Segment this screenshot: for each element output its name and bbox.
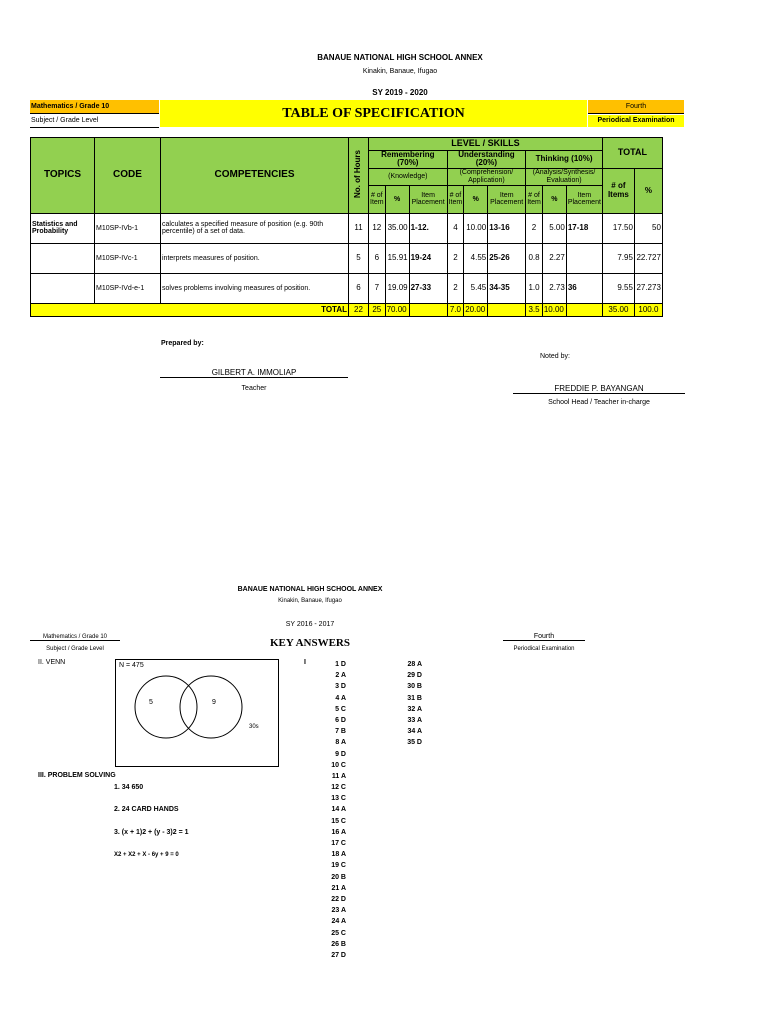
header-hours-text: No. of Hours: [353, 150, 363, 199]
page-title: TABLE OF SPECIFICATION: [160, 100, 587, 127]
answer-item: 18 A: [331, 851, 346, 859]
r-pct-cell: 19.09: [385, 273, 409, 303]
r-items-cell: 12: [369, 213, 386, 243]
answer-item: 25 C: [331, 929, 346, 937]
t-items-cell: 0.8: [526, 243, 543, 273]
key-title: KEY ANSWERS: [270, 637, 350, 649]
table-row: [31, 273, 663, 303]
answer-item: 6 D: [335, 716, 346, 724]
problem-solving-label: III. PROBLEM SOLVING: [38, 772, 116, 779]
topic-cell: [31, 273, 95, 303]
answer-item: 35 D: [407, 739, 422, 747]
answer-item: 33 A: [407, 716, 422, 724]
competency-cell: solves problems involving measures of position.: [161, 273, 349, 303]
table-row: [31, 243, 663, 273]
tot-items-cell: 7.95: [602, 243, 634, 273]
tot-pct-cell: 27.273: [634, 273, 662, 303]
prepared-by-role: Teacher: [241, 385, 267, 392]
answer-column-1: [322, 659, 346, 961]
answer-item: 24 A: [331, 918, 346, 926]
answer-item: 7 B: [335, 728, 346, 736]
u-items-cell: 2: [447, 273, 464, 303]
key-school-year: SY 2016 - 2017: [285, 621, 335, 628]
answer-item: 27 D: [331, 951, 346, 959]
header-u-items: # of Item: [447, 185, 464, 213]
u-place-cell: 34-35: [488, 273, 526, 303]
header-code: CODE: [95, 138, 161, 214]
u-pct-cell: 10.00: [464, 213, 488, 243]
header-remembering: Remembering (70%): [369, 151, 448, 169]
header-understanding: Understanding (20%): [447, 151, 526, 169]
answer-item: 12 C: [331, 784, 346, 792]
header-t-pct: %: [542, 185, 566, 213]
answer-item: 9 D: [335, 750, 346, 758]
header-t-placement: Item Placement: [566, 185, 602, 213]
key-subject-label: Subject / Grade Level: [46, 646, 104, 652]
answer-item: 10 C: [331, 761, 346, 769]
t-place-cell: [566, 243, 602, 273]
answer-item: 23 A: [331, 907, 346, 915]
r-items-cell: 6: [369, 243, 386, 273]
total-u-pct: 20.00: [464, 303, 488, 316]
exam-cell: Periodical Examination: [588, 115, 684, 127]
venn-diagram: [115, 659, 279, 767]
u-pct-cell: 5.45: [464, 273, 488, 303]
answer-item: 26 B: [331, 940, 346, 948]
u-pct-cell: 4.55: [464, 243, 488, 273]
answer-item: 3 D: [335, 683, 346, 691]
header-u-pct: %: [464, 185, 488, 213]
answer-item: 16 A: [331, 828, 346, 836]
u-place-cell: 13-16: [488, 213, 526, 243]
problem-answer-1: 1. 34 650: [114, 784, 144, 791]
answer-item: 21 A: [331, 884, 346, 892]
answer-item: 32 A: [407, 705, 422, 713]
header-r-items: # of Item: [369, 185, 386, 213]
subject-label: Subject / Grade Level: [30, 115, 159, 128]
tot-items-cell: 17.50: [602, 213, 634, 243]
problem-answer-3: 3. (x + 1)2 + (y - 3)2 = 1: [114, 829, 189, 836]
header-r-placement: Item Placement: [409, 185, 447, 213]
u-place-cell: 25-26: [488, 243, 526, 273]
answer-item: 17 C: [331, 840, 346, 847]
header-knowledge: (Knowledge): [369, 168, 448, 185]
noted-by-label: Noted by:: [540, 353, 570, 360]
header-comprehension: (Comprehension/ Application): [447, 168, 526, 185]
header-analysis: (Analysis/Synthesis/ Evaluation): [526, 168, 603, 185]
total-u-items: 7.0: [447, 303, 464, 316]
answer-item: 28 A: [407, 661, 422, 668]
header-total: TOTAL: [602, 138, 662, 169]
u-items-cell: 4: [447, 213, 464, 243]
t-items-cell: 1.0: [526, 273, 543, 303]
t-items-cell: 2: [526, 213, 543, 243]
key-school-address: Kinakin, Banaue, Ifugao: [278, 598, 342, 604]
answer-column-2: [392, 659, 422, 749]
section-i-label: I: [304, 659, 306, 666]
total-t-items: 3.5: [526, 303, 543, 316]
total-u-place: [488, 303, 526, 316]
total-pct: 100.0: [634, 303, 662, 316]
r-items-cell: 7: [369, 273, 386, 303]
answer-item: 8 A: [335, 739, 346, 747]
header-total-items: # of Items: [602, 168, 634, 213]
r-place-cell: 1-12.: [409, 213, 447, 243]
problem-answer-2: 2. 24 CARD HANDS: [114, 806, 179, 813]
code-cell: M10SP-IVc-1: [95, 243, 161, 273]
r-place-cell: 27-33: [409, 273, 447, 303]
prepared-by-label: Prepared by:: [161, 340, 204, 347]
key-quarter: Fourth: [503, 633, 585, 641]
total-label: TOTAL: [31, 303, 349, 316]
r-pct-cell: 15.91: [385, 243, 409, 273]
header-total-pct: %: [634, 168, 662, 213]
total-r-pct: 70.00: [385, 303, 409, 316]
t-pct-cell: 2.27: [542, 243, 566, 273]
total-t-pct: 10.00: [542, 303, 566, 316]
header-u-placement: Item Placement: [488, 185, 526, 213]
problem-answer-4: X2 + X2 + X - 6y + 9 = 0: [114, 852, 179, 858]
hours-cell: 6: [349, 273, 369, 303]
venn-left-value: 5: [149, 699, 153, 706]
header-r-pct: %: [385, 185, 409, 213]
t-pct-cell: 2.73: [542, 273, 566, 303]
total-t-place: [566, 303, 602, 316]
topic-cell: Statistics and Probability: [31, 213, 95, 243]
hours-cell: 11: [349, 213, 369, 243]
tos-table: [30, 137, 663, 317]
total-items: 35.00: [602, 303, 634, 316]
tot-pct-cell: 50: [634, 213, 662, 243]
answer-item: 4 A: [335, 694, 346, 702]
key-school-name: BANAUE NATIONAL HIGH SCHOOL ANNEX: [237, 586, 383, 593]
answer-item: 19 C: [331, 862, 346, 870]
answer-item: 31 B: [407, 694, 422, 702]
u-items-cell: 2: [447, 243, 464, 273]
t-pct-cell: 5.00: [542, 213, 566, 243]
answer-item: 29 D: [407, 672, 422, 680]
answer-item: 15 C: [331, 817, 346, 825]
header-competencies: COMPETENCIES: [161, 138, 349, 214]
header-topics: TOPICS: [31, 138, 95, 214]
venn-circle-right: [180, 676, 242, 738]
venn-circles: [116, 660, 278, 766]
venn-circle-left: [135, 676, 197, 738]
tot-pct-cell: 22.727: [634, 243, 662, 273]
header-t-items: # of Item: [526, 185, 543, 213]
school-address: Kinakin, Banaue, Ifugao: [362, 68, 438, 75]
total-r-items: 25: [369, 303, 386, 316]
key-exam: Periodical Examination: [513, 646, 575, 652]
answer-item: 5 C: [335, 705, 346, 713]
answer-item: 14 A: [331, 806, 346, 814]
topic-cell: [31, 243, 95, 273]
table-row: [31, 213, 663, 243]
school-year: SY 2019 - 2020: [372, 88, 428, 97]
answer-item: 20 B: [331, 873, 346, 881]
competency-cell: calculates a specified measure of position (e.g. 90th percentile) of a set of data.: [161, 213, 349, 243]
key-subject: Mathematics / Grade 10: [30, 634, 120, 641]
subject-cell: Mathematics / Grade 10: [30, 100, 159, 114]
competency-cell: interprets measures of position.: [161, 243, 349, 273]
total-row: [31, 303, 663, 316]
answer-item: 30 B: [407, 683, 422, 691]
hours-cell: 5: [349, 243, 369, 273]
code-cell: M10SP-IVd-e-1: [95, 273, 161, 303]
t-place-cell: 17-18: [566, 213, 602, 243]
t-place-cell: 36: [566, 273, 602, 303]
venn-universe-label: N = 475: [119, 662, 144, 669]
prepared-by-name: GILBERT A. IMMOLIAP: [160, 368, 348, 378]
quarter-cell: Fourth: [588, 100, 684, 114]
answer-item: 1 D: [335, 661, 346, 668]
total-hours: 22: [349, 303, 369, 316]
answer-item: 11 A: [331, 772, 346, 780]
venn-outside-value: 30s: [249, 724, 259, 730]
tot-items-cell: 9.55: [602, 273, 634, 303]
noted-by-name: FREDDIE P. BAYANGAN: [513, 384, 685, 394]
noted-by-role: School Head / Teacher in-charge: [548, 399, 650, 406]
header-thinking: Thinking (10%): [526, 151, 603, 169]
total-r-place: [409, 303, 447, 316]
answer-item: 2 A: [335, 672, 346, 680]
r-pct-cell: 35.00: [385, 213, 409, 243]
header-hours: [349, 138, 369, 214]
answer-item: 22 D: [331, 895, 346, 903]
answer-item: 13 C: [331, 795, 346, 803]
venn-label: II. VENN: [38, 659, 66, 666]
venn-right-value: 9: [212, 699, 216, 706]
code-cell: M10SP-IVb-1: [95, 213, 161, 243]
r-place-cell: 19-24: [409, 243, 447, 273]
header-level: LEVEL / SKILLS: [369, 138, 603, 151]
school-name: BANAUE NATIONAL HIGH SCHOOL ANNEX: [317, 53, 483, 62]
answer-item: 34 A: [407, 728, 422, 736]
